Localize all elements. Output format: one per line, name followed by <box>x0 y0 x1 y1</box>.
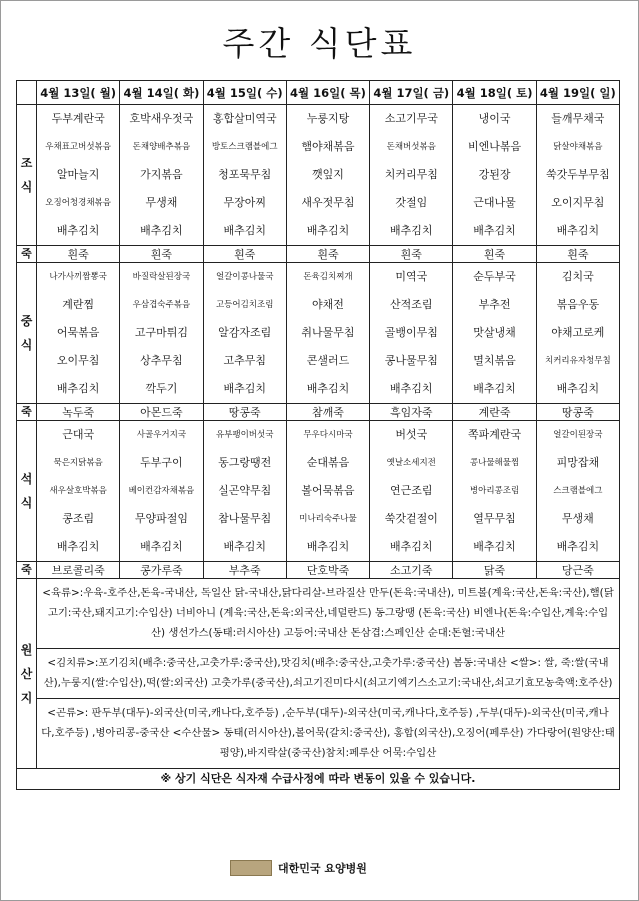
hospital-name: 대한민국 요양병원 <box>278 862 367 875</box>
jook-item: 흰죽 <box>453 246 536 263</box>
menu-item: 깻잎지 <box>312 168 344 181</box>
menu-item: 치커리무침 <box>384 168 438 181</box>
menu-item: 배추김치 <box>473 382 516 395</box>
menu-item: 새우살호박볶음 <box>49 486 107 496</box>
jook-item: 참깨죽 <box>286 404 369 421</box>
menu-item: 냉이국 <box>478 112 511 125</box>
menu-item: 김치국 <box>561 270 594 283</box>
dinner-cell <box>536 421 619 562</box>
jook-label: 죽 <box>17 562 37 579</box>
menu-item: 나가사끼짬뽕국 <box>49 272 107 282</box>
menu-item: 고구마튀김 <box>134 326 188 339</box>
lunch-cell <box>370 263 453 404</box>
menu-item: 무장아찌 <box>223 196 266 209</box>
lunch-cell <box>37 263 120 404</box>
breakfast-cell <box>37 105 120 246</box>
menu-item: 쪽파계란국 <box>467 428 522 441</box>
menu-item: 볶음우동 <box>556 298 600 311</box>
menu-item: 배추김치 <box>390 382 433 395</box>
day-header: 4월 15일( 수) <box>203 81 286 105</box>
menu-item: 누룽지탕 <box>306 112 350 125</box>
weekly-menu-table <box>16 80 620 790</box>
lunch-cell <box>120 263 203 404</box>
menu-item: 취나물무침 <box>301 326 355 339</box>
menu-item: 참나물무침 <box>218 512 272 525</box>
dinner-jook-row <box>17 562 620 579</box>
breakfast-label: 조 식 <box>17 105 37 246</box>
menu-item: 부추전 <box>478 298 511 311</box>
menu-item: 배추김치 <box>473 540 516 553</box>
menu-item: 무양파절임 <box>134 512 188 525</box>
menu-item: 갓절임 <box>395 196 428 209</box>
menu-item: 배추김치 <box>56 224 100 237</box>
lunch-cell <box>536 263 619 404</box>
menu-item: 쑥갓겉절이 <box>384 512 438 525</box>
menu-item: 배추김치 <box>306 382 350 395</box>
menu-item: 햄야채볶음 <box>301 140 355 153</box>
menu-item: 순두부국 <box>473 270 516 283</box>
menu-item: 닭살야채볶음 <box>553 142 603 152</box>
menu-item: 야채고로케 <box>551 326 605 339</box>
menu-item: 바질락살된장국 <box>132 272 191 282</box>
menu-item: 옛날소세지전 <box>386 458 436 468</box>
lunch-cell <box>453 263 536 404</box>
menu-item: 우채표고버섯볶음 <box>45 142 111 152</box>
menu-item: 연근조림 <box>390 484 433 497</box>
menu-item: 병아리콩조림 <box>469 486 520 496</box>
menu-item: 배추김치 <box>223 382 266 395</box>
menu-item: 호박새우젓국 <box>129 112 194 125</box>
menu-item: 동그랑땡전 <box>218 456 272 469</box>
menu-item: 들깨무채국 <box>551 112 605 125</box>
jook-item: 브로콜리죽 <box>37 562 120 579</box>
jook-item: 땅콩죽 <box>536 404 619 421</box>
menu-item: 배추김치 <box>140 224 183 237</box>
menu-item: 쑥갓두부무침 <box>545 168 610 181</box>
menu-item: 스크램블에그 <box>553 486 603 496</box>
menu-item: 무생채 <box>561 512 594 525</box>
day-header: 4월 16일( 목) <box>286 81 369 105</box>
menu-item: 근대국 <box>62 428 95 441</box>
menu-item: 강된장 <box>478 168 511 181</box>
menu-item: 우삼겹숙주볶음 <box>132 300 191 310</box>
menu-item: 배추김치 <box>556 382 600 395</box>
menu-item: 고등어김치조림 <box>215 300 274 310</box>
breakfast-cell <box>120 105 203 246</box>
menu-item: 무생채 <box>145 196 178 209</box>
lunch-cell <box>286 263 369 404</box>
dinner-label: 석 식 <box>17 421 37 562</box>
menu-item: 돈육김치찌개 <box>303 272 353 282</box>
menu-item: 야채전 <box>312 298 344 311</box>
jook-label: 죽 <box>17 246 37 263</box>
hospital-logo <box>230 860 272 876</box>
menu-item: 배추김치 <box>390 224 433 237</box>
menu-item: 오이지무침 <box>551 196 605 209</box>
footer <box>230 860 367 876</box>
menu-item: 배추김치 <box>56 382 100 395</box>
menu-item: 배추김치 <box>390 540 433 553</box>
menu-item: 청포묵무침 <box>218 168 272 181</box>
menu-item: 돈채버섯볶음 <box>386 142 436 152</box>
jook-item: 흰죽 <box>370 246 453 263</box>
jook-item: 흰죽 <box>536 246 619 263</box>
notice-row <box>17 769 620 790</box>
menu-item: 콩조림 <box>62 512 95 525</box>
menu-item: 실곤약무침 <box>218 484 272 497</box>
lunch-jook-row <box>17 404 620 421</box>
menu-item: 깍두기 <box>145 382 178 395</box>
menu-item: 오이무침 <box>56 354 100 367</box>
menu-item: 맛살냉채 <box>473 326 516 339</box>
menu-item: 볼어묵볶음 <box>301 484 355 497</box>
menu-item: 배추김치 <box>556 224 600 237</box>
jook-item: 닭죽 <box>453 562 536 579</box>
menu-item: 어묵볶음 <box>56 326 100 339</box>
breakfast-row <box>17 105 620 246</box>
menu-item: 배추김치 <box>223 540 266 553</box>
menu-item: 유부팽이버섯국 <box>215 430 274 440</box>
menu-item: 계란찜 <box>62 298 95 311</box>
jook-item: 단호박죽 <box>286 562 369 579</box>
menu-item: 새우젓무침 <box>301 196 355 209</box>
menu-item: 배추김치 <box>223 224 266 237</box>
menu-item: 얼갈이콩나물국 <box>215 272 274 282</box>
menu-item: 배추김치 <box>56 540 100 553</box>
origin-block: <곤류>: 판두부(대두)-외국산(미국,캐나다,호주등) ,순두부(대두)-외국산(미국,캐나다,호주등) ,두부(대두)-외국산(미국,캐나다,호주등) ,병아리콩-중국산 <수산물> 동태(러시아산),볼어묵(갈치:중국산), 홍합(외국산),오징어(페루산) 가다랑어(원양산:태평양),바지락살(중국산)참치:페루산 어묵:수입산 <box>37 698 619 768</box>
menu-item: 소고기무국 <box>384 112 438 125</box>
dinner-cell <box>286 421 369 562</box>
menu-item: 배추김치 <box>556 540 600 553</box>
jook-item: 흰죽 <box>203 246 286 263</box>
jook-item: 소고기죽 <box>370 562 453 579</box>
notice-text: ※ 상기 식단은 식자재 수급사정에 따라 변동이 있을 수 있습니다. <box>17 769 620 790</box>
menu-item: 열무무침 <box>473 512 516 525</box>
origin-cell <box>37 579 620 769</box>
menu-item: 비엔나볶음 <box>467 140 522 153</box>
menu-item: 미나리숙주나물 <box>299 514 357 524</box>
menu-item: 상추무침 <box>140 354 183 367</box>
menu-item: 산적조림 <box>390 298 433 311</box>
day-header: 4월 13일( 월) <box>37 81 120 105</box>
day-header: 4월 19일( 일) <box>536 81 619 105</box>
menu-item: 방토스크램블에그 <box>211 142 278 152</box>
dinner-cell <box>203 421 286 562</box>
menu-item: 피망잡채 <box>556 456 600 469</box>
breakfast-cell <box>203 105 286 246</box>
menu-item: 알감자조림 <box>218 326 272 339</box>
day-header-row <box>17 81 620 105</box>
corner-cell <box>17 81 37 105</box>
lunch-cell <box>203 263 286 404</box>
menu-item: 사골우거지국 <box>136 430 187 440</box>
menu-item: 버섯국 <box>395 428 428 441</box>
menu-item: 근대나물 <box>473 196 516 209</box>
menu-item: 미역국 <box>395 270 428 283</box>
origin-label: 원 산 지 <box>17 579 37 769</box>
jook-item: 녹두죽 <box>37 404 120 421</box>
origin-block: <육류>:우육-호주산,돈육-국내산, 독일산 닭-국내산,닭다리살-브라질산 만두(돈육:국내산), 미트볼(계육:국산,돈육:국산),햄(닭고기:국산,돼지고기:수입산) 너비아니 (계육:국산,돈육:외국산,네덜란드) 동그랑땡 (돈육:국산) 비엔나(돈육:수입산,계육:수입산) 생선가스(동태:러시아산) 고등어:국내산 돈삼겹:스페인산 순대:돈혈:국내산 <box>42 587 614 639</box>
page-title: 주간 식단표 <box>222 24 417 63</box>
menu-item: 콩나물무침 <box>384 354 438 367</box>
dinner-cell <box>370 421 453 562</box>
menu-item: 홍합살미역국 <box>212 112 277 125</box>
day-header: 4월 17일( 금) <box>370 81 453 105</box>
menu-item: 배추김치 <box>140 540 183 553</box>
breakfast-jook-row <box>17 246 620 263</box>
menu-item: 돈채양배추볶음 <box>132 142 191 152</box>
menu-item: 오징어청경채볶음 <box>45 198 111 208</box>
menu-item: 배추김치 <box>306 224 350 237</box>
origin-row <box>17 579 620 769</box>
menu-item: 배추김치 <box>306 540 350 553</box>
menu-item: 알마늘지 <box>56 168 100 181</box>
jook-item: 흰죽 <box>37 246 120 263</box>
menu-item: 무우다시마국 <box>303 430 353 440</box>
day-header: 4월 14일( 화) <box>120 81 203 105</box>
jook-item: 흰죽 <box>120 246 203 263</box>
breakfast-cell <box>286 105 369 246</box>
day-header: 4월 18일( 토) <box>453 81 536 105</box>
lunch-label: 중 식 <box>17 263 37 404</box>
jook-item: 흑임자죽 <box>370 404 453 421</box>
jook-item: 당근죽 <box>536 562 619 579</box>
jook-item: 아몬드죽 <box>120 404 203 421</box>
origin-block: <김치류>:포기김치(배추:중국산,고춧가루:중국산),맛김치(배추:중국산,고춧가루:중국산) 봄동:국내산 <쌀>: 쌀, 죽:쌀(국내산),누룽지(쌀:수입산),떡(쌀:외국산) 고춧가루(중국산),쇠고기진미다시(쇠고기엑기스소고기:국내산,쇠고기효모농축액:호주산) <box>37 648 619 698</box>
jook-item: 부추죽 <box>203 562 286 579</box>
jook-item: 땅콩죽 <box>203 404 286 421</box>
breakfast-cell <box>536 105 619 246</box>
menu-item: 두부구이 <box>140 456 183 469</box>
lunch-row <box>17 263 620 404</box>
jook-label: 죽 <box>17 404 37 421</box>
dinner-row <box>17 421 620 562</box>
menu-item: 베이컨감자채볶음 <box>128 486 195 496</box>
dinner-cell <box>120 421 203 562</box>
breakfast-cell <box>453 105 536 246</box>
jook-item: 콩가루죽 <box>120 562 203 579</box>
menu-item: 가지볶음 <box>140 168 183 181</box>
menu-item: 고추무침 <box>223 354 266 367</box>
menu-item: 멸치볶음 <box>473 354 516 367</box>
dinner-cell <box>453 421 536 562</box>
menu-item: 배추김치 <box>473 224 516 237</box>
menu-item: 콩나물해물찜 <box>469 458 520 468</box>
menu-item: 순대볶음 <box>306 456 350 469</box>
dinner-cell <box>37 421 120 562</box>
menu-item: 묵은지닭볶음 <box>53 458 103 468</box>
menu-item: 두부계란국 <box>51 112 105 125</box>
jook-item: 흰죽 <box>286 246 369 263</box>
menu-item: 치커리유자청무침 <box>544 356 611 366</box>
jook-item: 계란죽 <box>453 404 536 421</box>
menu-item: 골뱅이무침 <box>384 326 438 339</box>
breakfast-cell <box>370 105 453 246</box>
menu-item: 얼갈이된장국 <box>553 430 603 440</box>
menu-item: 콘샐러드 <box>306 354 350 367</box>
